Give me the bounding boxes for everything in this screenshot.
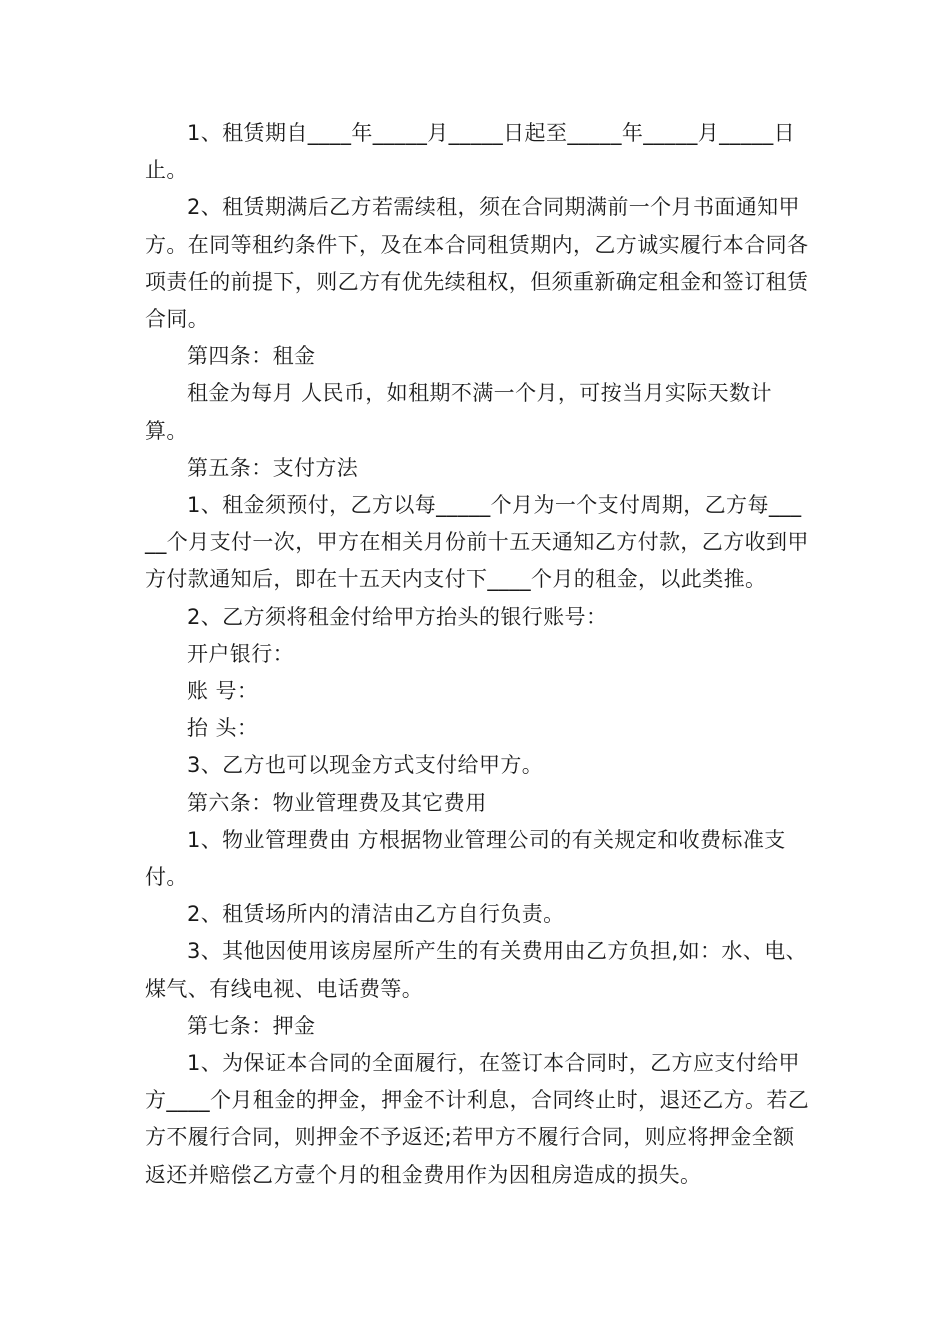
other-fees-clause: 3、其他因使用该房屋所产生的有关费用由乙方负担,如：水、电、煤气、有线电视、电话费等。 xyxy=(145,939,808,1001)
cash-payment-clause: 3、乙方也可以现金方式支付给甲方。 xyxy=(187,753,544,778)
document-body xyxy=(145,115,810,1194)
bank-name-line: 开户银行： xyxy=(187,641,294,666)
property-fee-clause: 1、物业管理费由 方根据物业管理公司的有关规定和收费标准支付。 xyxy=(145,827,786,890)
article-4-heading: 第四条：租金 xyxy=(187,344,316,369)
article-6-heading: 第六条：物业管理费及其它费用 xyxy=(187,790,487,815)
payment-cycle-clause: 1、租金须预付，乙方以每_____个月为一个支付周期，乙方每_____个月支付一次，甲方在相关月份前十五天通知乙方付款，乙方收到甲方付款通知后，即在十五天内支付下____个月的租金，以此类推。 xyxy=(145,493,809,592)
account-holder-line: 抬 头： xyxy=(187,716,259,741)
article-7-heading: 第七条：押金 xyxy=(187,1013,316,1038)
deposit-clause: 1、为保证本合同的全面履行，在签订本合同时，乙方应支付给甲方____个月租金的押金，押金不计利息，合同终止时，退还乙方。若乙方不履行合同，则押金不予返还;若甲方不履行合同，则应将押金全额返还并赔偿乙方壹个月的租金费用作为因租房造成的损失。 xyxy=(145,1051,810,1187)
article-5-heading: 第五条：支付方法 xyxy=(187,455,359,480)
lease-term-clause: 1、租赁期自____年_____月_____日起至_____年_____月_____日止。 xyxy=(145,121,796,183)
bank-account-clause: 2、乙方须将租金付给甲方抬头的银行账号： xyxy=(187,604,608,629)
renewal-clause: 2、租赁期满后乙方若需续租，须在合同期满前一个月书面通知甲方。在同等租约条件下，及在本合同租赁期内，乙方诚实履行本合同各项责任的前提下，则乙方有优先续租权，但须重新确定租金和签订租赁合同。 xyxy=(145,195,809,332)
cleaning-clause: 2、租赁场所内的清洁由乙方自行负责。 xyxy=(187,902,565,927)
rent-clause: 租金为每月 人民币，如租期不满一个月，可按当月实际天数计算。 xyxy=(145,381,772,443)
account-number-line: 账 号： xyxy=(187,679,259,704)
